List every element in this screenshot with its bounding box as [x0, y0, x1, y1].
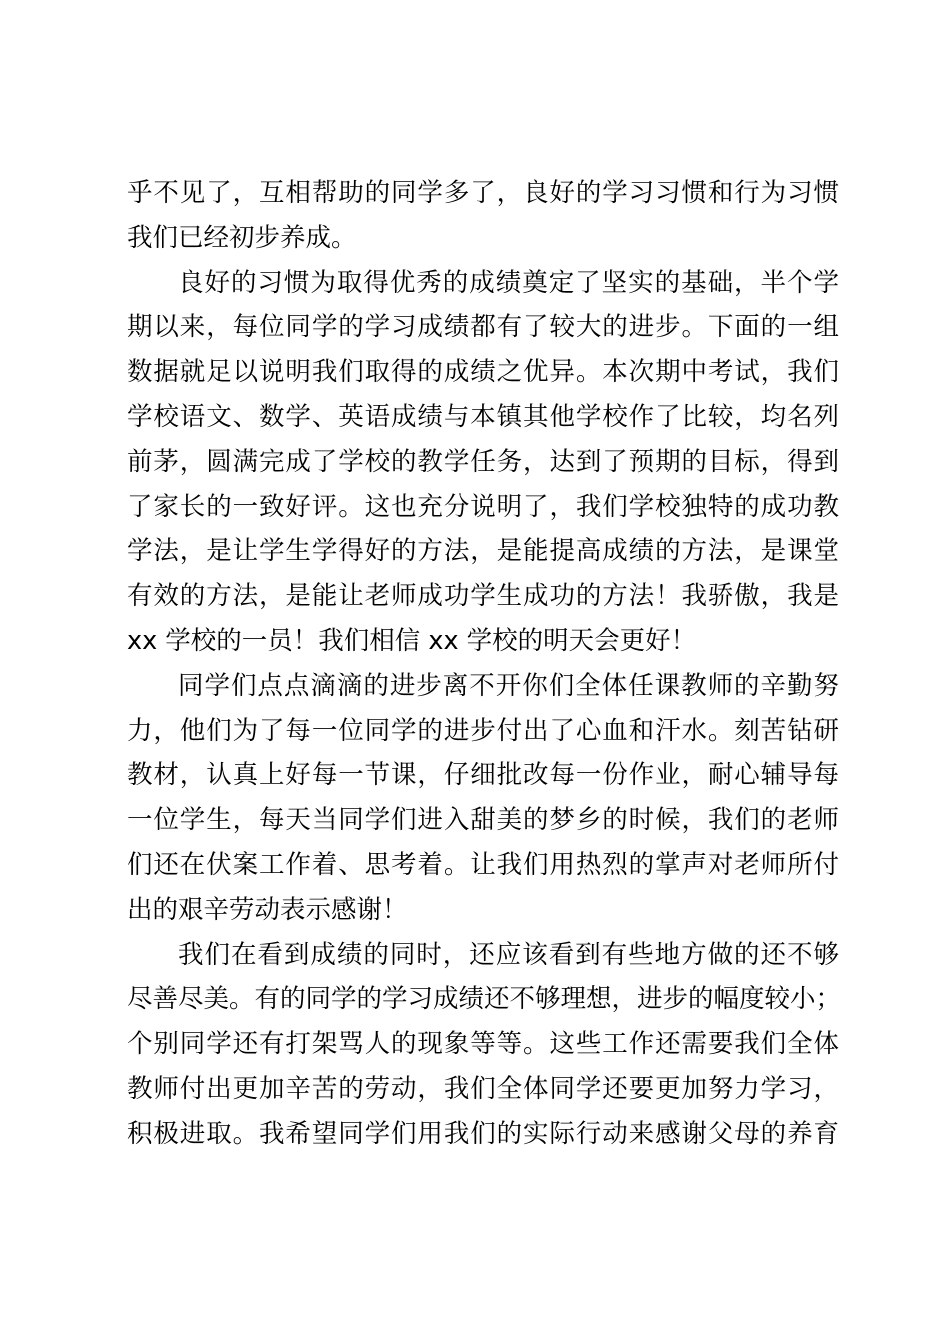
- paragraph-2: [127, 261, 839, 664]
- text-line: 力，他们为了每一位同学的进步付出了心血和汗水。刻苦钻研: [127, 715, 839, 746]
- text-line: 前茅，圆满完成了学校的教学任务，达到了预期的目标，得到: [127, 446, 839, 477]
- text-line: 同学们点点滴滴的进步离不开你们全体任课教师的辛勤努: [178, 670, 839, 701]
- text-line: 积极进取。我希望同学们用我们的实际行动来感谢父母的养育: [127, 1118, 839, 1149]
- text-line: 教师付出更加辛苦的劳动，我们全体同学还要更加努力学习，: [127, 1073, 839, 1104]
- text-line: xx 学校的一员！我们相信 xx 学校的明天会更好！: [127, 625, 697, 656]
- text-line: 良好的习惯为取得优秀的成绩奠定了坚实的基础，半个学: [178, 267, 839, 298]
- paragraph-3: [127, 664, 839, 933]
- text-line: 有效的方法，是能让老师成功学生成功的方法！我骄傲，我是: [127, 581, 839, 612]
- text-line: 出的艰辛劳动表示感谢！: [127, 894, 408, 925]
- text-line: 乎不见了，互相帮助的同学多了，良好的学习习惯和行为习惯: [127, 178, 839, 208]
- text-line: 教材，认真上好每一节课，仔细批改每一份作业，耐心辅导每: [127, 760, 839, 791]
- text-line: 了家长的一致好评。这也充分说明了，我们学校独特的成功教: [127, 491, 839, 522]
- text-line: 数据就足以说明我们取得的成绩之优异。本次期中考试，我们: [127, 357, 839, 388]
- text-line: 期以来，每位同学的学习成绩都有了较大的进步。下面的一组: [127, 312, 839, 343]
- text-line: 学校语文、数学、英语成绩与本镇其他学校作了比较，均名列: [127, 401, 839, 432]
- document-body: [127, 171, 842, 1157]
- text-line: 我们已经初步养成。: [127, 222, 357, 253]
- text-line: 一位学生，每天当同学们进入甜美的梦乡的时候，我们的老师: [127, 805, 839, 836]
- paragraph-1: [127, 171, 839, 261]
- text-line: 个别同学还有打架骂人的现象等等。这些工作还需要我们全体: [127, 1029, 839, 1060]
- paragraph-4: [127, 933, 842, 1157]
- text-line: 学法，是让学生学得好的方法，是能提高成绩的方法，是课堂: [127, 536, 839, 567]
- text-line: 们还在伏案工作着、思考着。让我们用热烈的掌声对老师所付: [127, 849, 839, 880]
- text-line: 我们在看到成绩的同时，还应该看到有些地方做的还不够: [178, 939, 839, 970]
- text-line: 尽善尽美。有的同学的学习成绩还不够理想，进步的幅度较小；: [127, 984, 842, 1015]
